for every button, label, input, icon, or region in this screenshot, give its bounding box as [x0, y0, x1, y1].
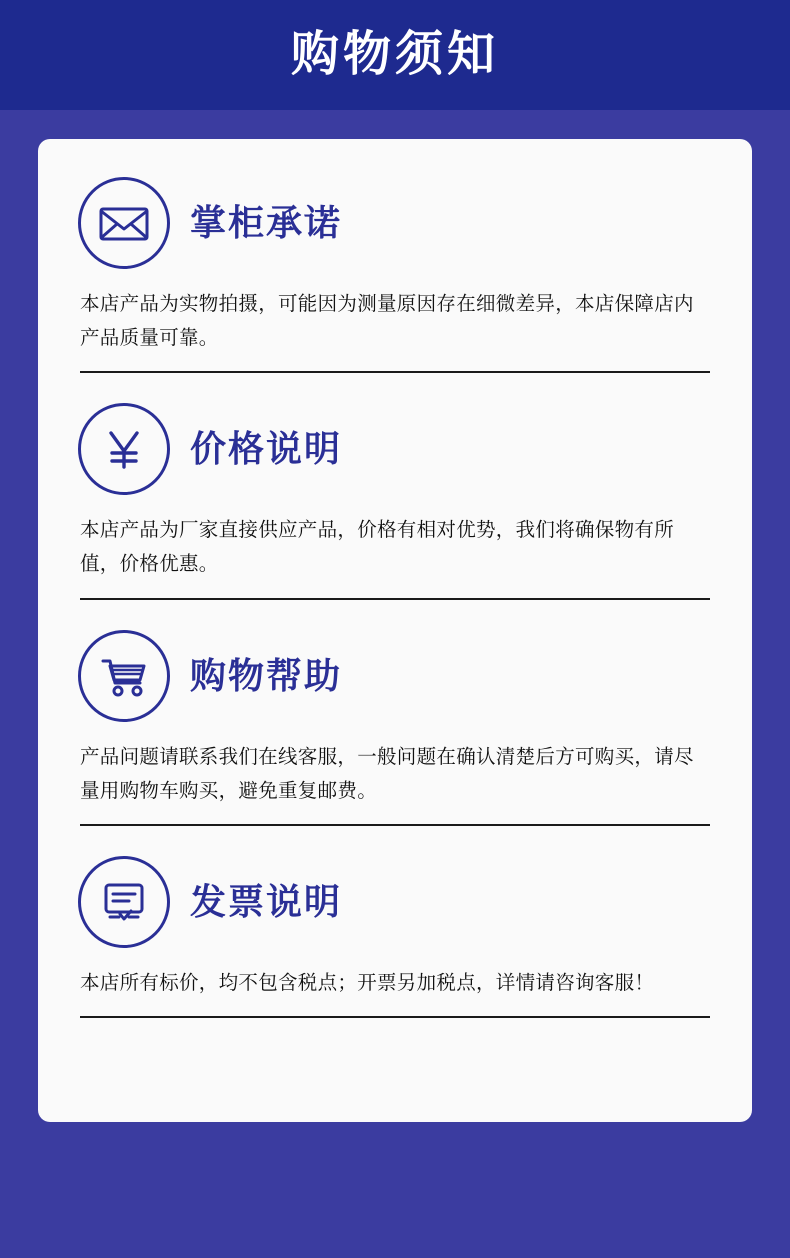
envelope-icon: [78, 177, 170, 269]
section-header: [78, 401, 712, 497]
notice-card: [38, 139, 752, 1122]
section-shopping-help: [78, 628, 712, 826]
section-body-text: 本店产品为实物拍摄，可能因为测量原因存在细微差异，本店保障店内产品质量可靠。: [80, 293, 694, 350]
section-title: 发票说明: [190, 880, 343, 922]
section-title: 掌柜承诺: [190, 202, 343, 243]
section-price-explanation: [78, 401, 712, 599]
section-header: [78, 854, 712, 950]
section-body-text: 本店所有标价，均不包含税点；开票另加税点，详情请咨询客服！: [80, 971, 655, 994]
section-body-text: 产品问题请联系我们在线客服，一般问题在确认清楚后方可购买，请尽量用购物车购买，避免重复邮费。: [80, 745, 694, 802]
section-divider: [80, 598, 710, 600]
page-header: [0, 0, 790, 110]
section-title: 购物帮助: [190, 654, 343, 696]
section-divider: [80, 1016, 710, 1018]
section-invoice-explanation: [78, 854, 712, 1018]
section-body-text: 本店产品为厂家直接供应产品，价格有相对优势，我们将确保物有所值，价格优惠。: [80, 519, 675, 576]
shopping-cart-icon: [78, 630, 170, 722]
section-divider: [80, 824, 710, 826]
page-title: 购物须知: [290, 28, 499, 81]
section-shopkeeper-promise: [78, 175, 712, 373]
yuan-currency-icon: [78, 403, 170, 495]
invoice-document-icon: [78, 856, 170, 948]
section-title: 价格说明: [190, 428, 343, 470]
section-header: [78, 628, 712, 724]
section-header: [78, 175, 712, 271]
section-divider: [80, 371, 710, 373]
